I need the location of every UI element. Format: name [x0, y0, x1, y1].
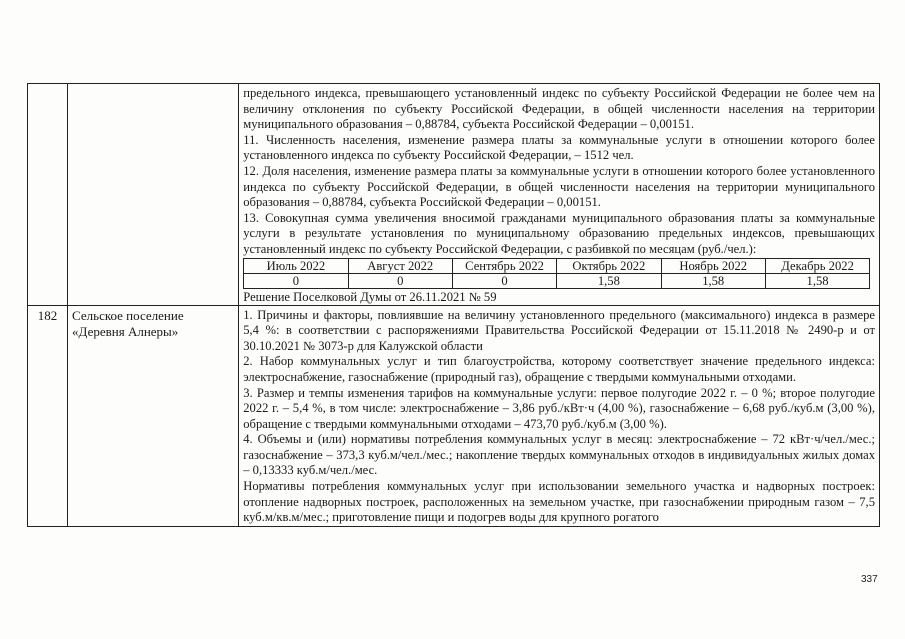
table-row: [28, 84, 880, 306]
paragraph: 4. Объемы и (или) нормативы потребления коммунальных услуг в месяц: электроснабжение – 72 кВт·ч/чел./мес.; газоснабжение – 373,3 куб.м/чел./мес.; накопление твердых коммунальных отходов в индивидуальных жилых домах – 0,13333 куб.м/чел./мес.: [243, 432, 875, 478]
row-number-cell: 182: [28, 305, 68, 526]
description-text: [239, 306, 879, 526]
month-header: Июль 2022: [244, 258, 348, 273]
month-value: 1,58: [557, 273, 661, 288]
description-text: [239, 84, 879, 258]
decision-reference: Решение Поселковой Думы от 26.11.2021 № 59: [243, 289, 497, 304]
month-header: Октябрь 2022: [557, 258, 661, 273]
table-header-row: [244, 258, 870, 273]
municipality-name-cell: [68, 84, 239, 306]
municipal-index-table: [27, 83, 880, 527]
month-header: Декабрь 2022: [765, 258, 869, 273]
paragraph: 2. Набор коммунальных услуг и тип благоустройства, которому соответствует значение предельного индекса: электроснабжение, газоснабжение (природный газ), обращение с твердыми коммунальными отходами.: [243, 354, 875, 384]
month-value: 0: [452, 273, 556, 288]
paragraph: предельного индекса, превышающего установленный индекс по субъекту Российской Федерации не более чем на величину отклонения по субъекту Российской Федерации, в общей численности населения на территории муниципального образования – 0,88784, субъекта Российской Федерации – 0,00151.: [243, 86, 875, 132]
month-value: 1,58: [765, 273, 869, 288]
paragraph: Нормативы потребления коммунальных услуг при использовании земельного участка и надворных построек: отопление надворных построек, расположенных на земельном участке, при газоснабжении природным газом – 7,5 куб.м/кв.м/мес.; приготовление пищи и подогрев воды для крупного рогатого: [243, 479, 875, 525]
paragraph: 12. Доля населения, изменение размера платы за коммунальные услуги в отношении которого более установленного индекса по субъекту Российской Федерации, в общей численности населения на территории муниципального образования – 0,88784, субъекта Российской Федерации – 0,00151.: [243, 163, 875, 210]
description-cell: [239, 84, 880, 306]
page-number: 337: [861, 574, 878, 585]
month-value: 0: [348, 273, 452, 288]
description-cell: [239, 305, 880, 526]
monthly-amounts-table: [243, 258, 870, 289]
month-header: Ноябрь 2022: [661, 258, 765, 273]
table-row: [244, 273, 870, 288]
row-number-cell: [28, 84, 68, 306]
month-value: 0: [244, 273, 348, 288]
paragraph: 13. Совокупная сумма увеличения вносимой гражданами муниципального образования платы за коммунальные услуги в результате установления по муниципальному образованию предельных индексов, превышающих установленный индекс по субъекту Российской Федерации, с разбивкой по месяцам (руб./чел.):: [243, 210, 875, 256]
month-header: Август 2022: [348, 258, 452, 273]
paragraph: 1. Причины и факторы, повлиявшие на величину установленного предельного (максимального) индекса в размере 5,4 %: в соответствии с распоряжениями Правительства Российской Федерации от 15.11.2018 № 2490-р и от 30.10.2021 № 3073-р для Калужской области: [243, 307, 875, 353]
month-value: 1,58: [661, 273, 765, 288]
table-row: [28, 305, 880, 526]
month-header: Сентябрь 2022: [452, 258, 556, 273]
paragraph: 3. Размер и темпы изменения тарифов на коммунальные услуги: первое полугодие 2022 г. – 0 %; второе полугодие 2022 г. – 5,4 %, в том числе: электроснабжение – 3,86 руб./кВт·ч (4,00 %), газоснабжение – 6,68 руб./куб.м (3,00 %), обращение с твердыми коммунальными отходами – 473,70 руб./куб.м (3,00 %).: [243, 385, 875, 431]
municipality-name-cell: Сельское поселение «Деревня Алнеры»: [68, 305, 239, 526]
paragraph: 11. Численность населения, изменение размера платы за коммунальные услуги в отношении которого более установленного индекса по субъекту Российской Федерации, – 1512 чел.: [243, 132, 875, 163]
